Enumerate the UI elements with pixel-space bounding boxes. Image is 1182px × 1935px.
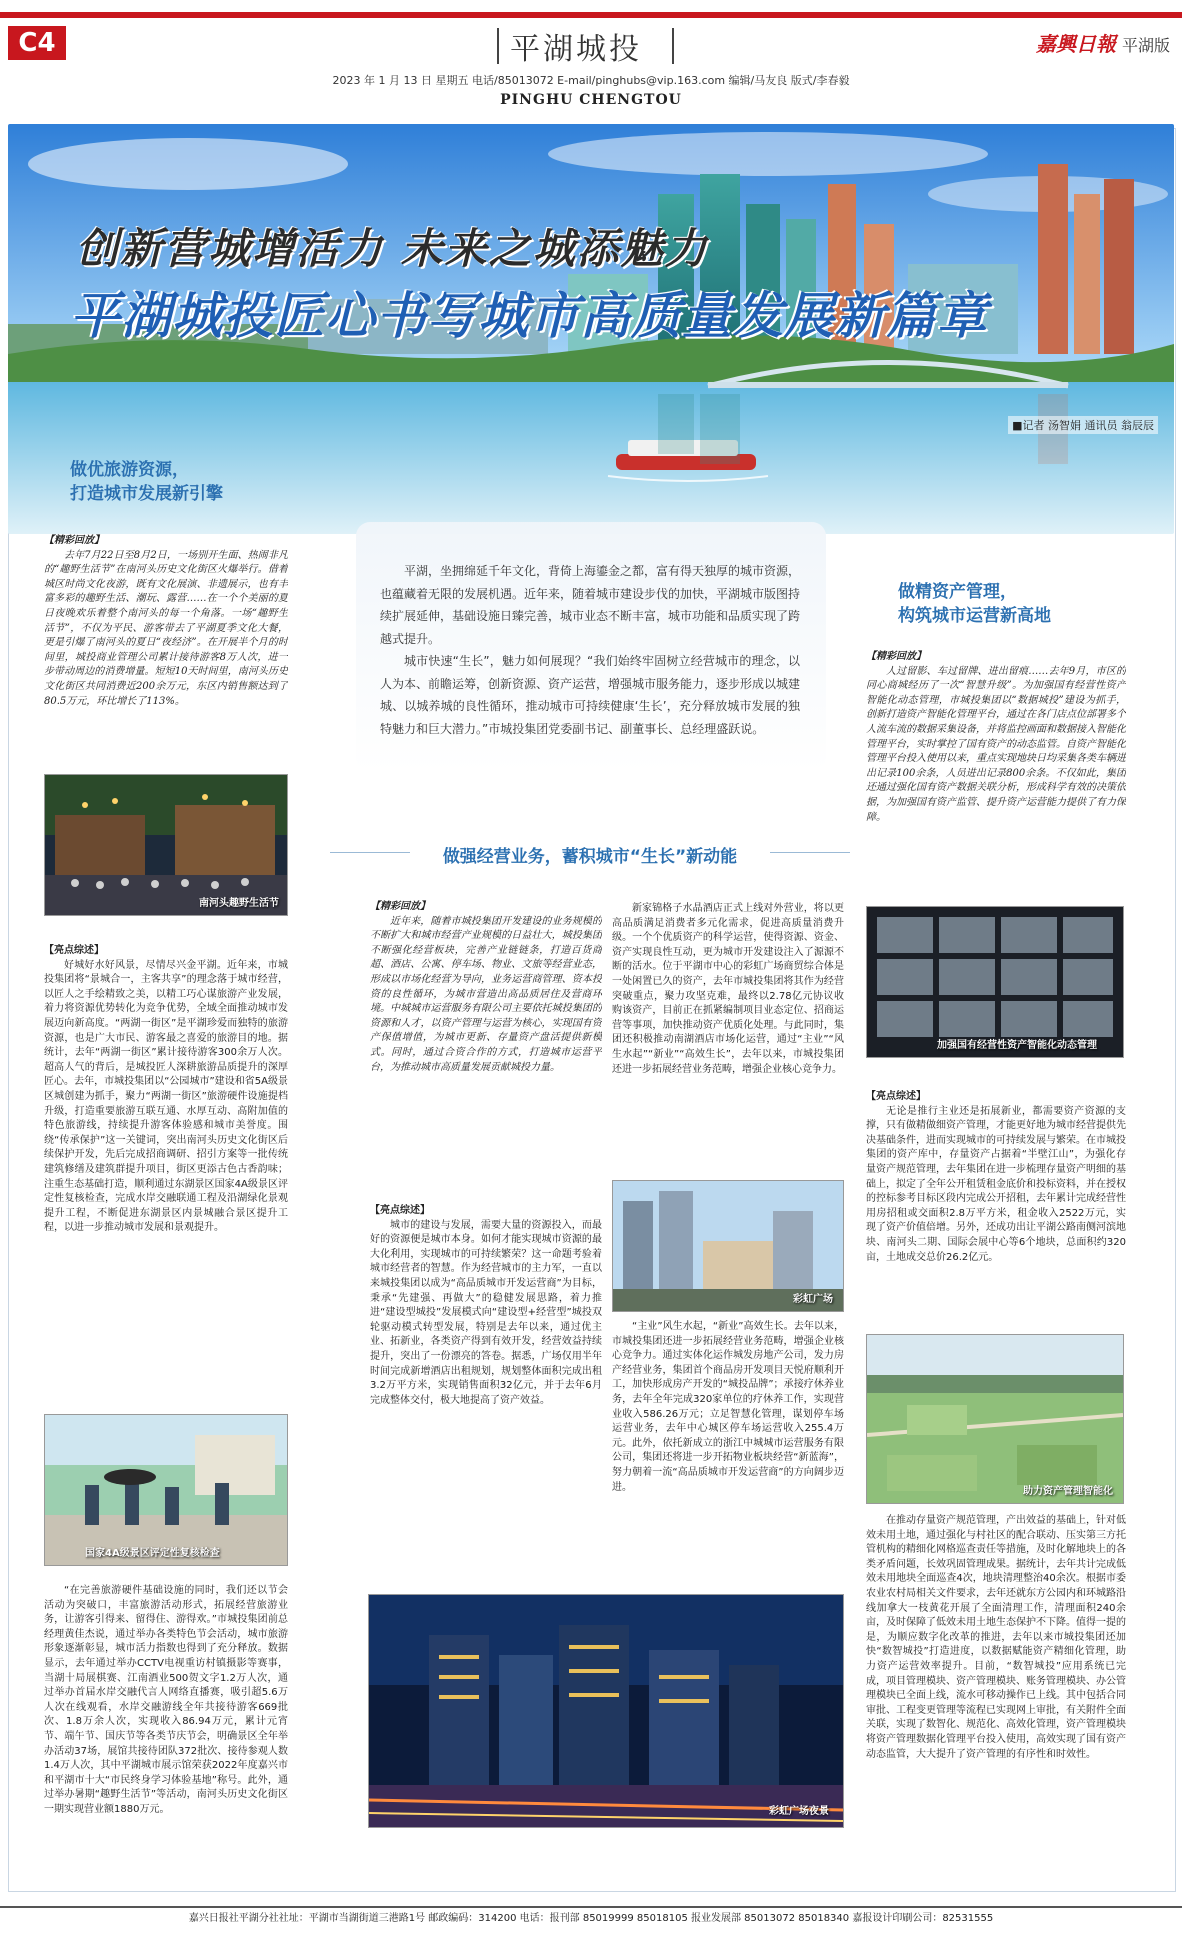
center-recall-block [370, 900, 602, 1178]
bright-tag: 【亮点综述】 [44, 945, 104, 956]
intro-paragraph: 平湖，坐拥绵延千年文化，背倚上海鎏金之都，富有得天独厚的城市资源，也蕴藏着无限的发展机遇。近年来，随着城市建设步伐的加快，平湖城市版图持续扩展延伸，基础设施日臻完善，城市业态不断丰富，城市功能和品质实现了跨越式提升。 [380, 564, 801, 646]
photo-caption: 助力资产管理智能化 [1023, 1486, 1113, 1497]
recall-tag: 【精彩回放】 [370, 901, 430, 912]
left-recall-block [44, 534, 288, 772]
recall-tag: 【精彩回放】 [44, 535, 104, 546]
photo-inspection [44, 1414, 288, 1566]
right-title-line: 做精资产管理， [898, 582, 1017, 602]
divider [497, 28, 499, 64]
brand-name: 嘉興日報 [1035, 32, 1116, 56]
monitoring-wall-photo [867, 907, 1123, 1057]
bright-text: 无论是推行主业还是拓展新业，都需要资产资源的支撑，只有做精做细资产管理，才能更好地为城市经营提供先决基础条件，进而实现城市的可持续发展与繁荣。在市城投集团的资产库中，存量资产占据着“半壁江山”，为强化存量资产规范管理，去年集团在进一步梳理存量资产明细的基础上，拟定了全年公开租赁租金底价和投标资料，并在授权的控标参考目标区段内完成公开招租，去年累计完成经营性用房招租或交面积2.8万平方米，租金收入2522万元，实现了资产价值倍增。另外，还成功出让平湖公路南侧河滨地块、南河头二期、国际会展中心等6个地块，总面积约320亩，土地成交总价26.2亿元。 [866, 1105, 1126, 1263]
photo-festival [44, 774, 288, 916]
left-bottom-text: “在完善旅游硬件基础设施的同时，我们还以节会活动为突破口，丰富旅游活动形式，拓展经营旅游业务，让游客引得来、留得住、游得欢。”市城投集团前总经理黄佳杰说，通过举办各类特色节会活动，城市旅游形象逐渐彰显，城市活力指数也得到了充分释放。数据显示，去年通过举办CCTV电视重访村镇摄影等赛事，当湖十局展棋赛、江南酒业500贺文字1.2万人次，通过举办首届水岸交融代言人网络直播赛，吸引超5.6万人次在线观看，水岸交融游线全年共接待游客669批次、1.8万余人次，实现收入86.94万元，累计元宵节、端午节、国庆节等各类节庆节会，明确景区全年举办活动37场，展馆共接待团队372批次、接待参观人数1.4万人次，其中平湖城市展示馆荣获2022年度嘉兴市和平湖市十大“市民终身学习体验基地”称号。此外，通过举办暑期“趣野生活节”等活动，南河头历史文化街区一期实现营业额1880万元。 [44, 1585, 288, 1815]
recall-text: 去年7月22日至8月2日，一场别开生面、热闹非凡的“趣野生活节”在南河头历史文化街区火爆举行。借着城区时尚文化夜游，既有文化展演、非遗展示，也有丰富多彩的趣野生活、潮玩、露营……在一个个美丽的夏日夜晚欢乐着整个南河头的每一个角落。一场“趣野生活节”，不仅为平民、游客带去了平湖夏季文化大餐，更是引爆了南河头的夏日“夜经济”。在开展半个月的时间里，城投商业管理公司累计接待游客8万人次，进一步带动周边的消费增量。短短10天时间里，南河头历史文化街区共同消费近200余万元，东区内销售额达到了80.5万元，环比增长了113%。 [44, 549, 288, 707]
photo-caption: 加强国有经营性资产智能化动态管理 [937, 1040, 1097, 1051]
center-bottom-block [612, 1320, 844, 1588]
scenic-inspection-photo [45, 1415, 287, 1565]
photo-night-plaza [368, 1594, 844, 1828]
night-city-photo [369, 1595, 843, 1827]
center-right-block [612, 902, 844, 1160]
left-title-line: 做优旅游资源， [70, 460, 189, 480]
headline-main: 平湖城投匠心书写城市高质量发展新篇章 [70, 287, 988, 345]
right-bottom-block [866, 1514, 1126, 1886]
recall-text: 人过留影、车过留牌、进出留痕……去年9月，市区的同心商城经历了一次“智慧升级”。为加强国有经营性资产智能化动态管理，市城投集团以“数据城投”建设为抓手，创新打造资产智能化管理平台，通过在各门店点位部署多个人流车流的数据采集设备，并将监控画面和数据接入智能化管理平台，实时掌控了国有资产的动态监管。自资产智能化管理平台投入使用以来，重点实现地块日均采集各类车辆进出记录100余条，人员进出记录800余条。不仅如此，集团还通过强化国有资产数据关联分析，形成科学有效的决策依据，为加强国有资产监管、提升资产运营能力提供了有力保障。 [866, 665, 1126, 823]
photo-caption: 彩虹广场 [793, 1294, 833, 1305]
right-section-title [898, 580, 1051, 628]
divider [770, 852, 850, 853]
photo-caption: 南河头趣野生活节 [199, 898, 279, 909]
recall-text: 近年来，随着市城投集团开发建设的业务规模的不断扩大和城市经营产业规模的日益壮大，城投集团不断强化经营板块，完善产业链链条，打造百货商超、酒店、公寓、停车场、物业、文旅等经营业态，形成以市场化经营为导向，业务运营商管理、资本投资的良性循环，为城市营造出高品质居住及营商环境。中城城市运营服务有限公司主要依托城投集团的资源和人才，以资产管理与运营为核心，实现国有资产保值增值，为城市更新、存量资产盘活提供新模式。同时，通过合资合作的方式，打造城市运营平台，为推动城市高质量发展贡献城投力量。 [370, 915, 602, 1073]
brand-logo [1036, 28, 1170, 57]
center-bottom-text: “主业”风生水起，“新业”高效生长。去年以来，市城投集团还进一步拓展经营业务范畴，增强企业核心竞争力。通过实体化运作城发房地产公司，发力房产经营业务，集团首个商品房开发项目天悦府顺利开工，加快形成房产开发的“城投品牌”；承接疗休养业务，去年全年完成320家单位的疗休养工作，实现营业收入586.26万元；立足智慧化管理，谋划停车场运营业务，去年中心城区停车场运营收入255.4万元。此外，依托新成立的浙江中城城市运营服务有限公司，集团还将进一步开拓物业板块经营“新蓝海”，努力朝着一流“高品质城市开发运营商”的方向阔步迈进。 [612, 1321, 844, 1493]
masthead-rule [0, 12, 1182, 18]
photo-monitoring [866, 906, 1124, 1058]
masthead [0, 0, 1182, 112]
headline-top: 创新营城增活力 未来之城添魅力 [76, 224, 709, 273]
divider [672, 28, 674, 64]
right-bottom-text: 在推动存量资产规范管理，产出效益的基础上，针对低效未用土地，通过强化与村社区的配合联动、压实第三方托管机构的精细化网格巡查责任等措施，及时化解地块上的各类矛盾问题，长效巩固管理成果。据统计，去年共计完成低效未用地块全面巡查4次，地块清理整治40余次。根据市委农业农村局相关文件要求，去年还就东方公园内和环城路沿线加拿大一枝黄花开展了全面清理工作，清理面积240余亩，及时保障了低效未用土地生态保护不下降。值得一提的是，为顺应数字化改革的推进，去年以来市城投集团还加快“数智城投”打造进度，以数据赋能资产精细化管理，助力资产运营效率提升。目前，“数智城投”应用系统已完成，项目管理模块、资产管理模块、账务管理模块、办公管理模块已全面上线，流水可移动操作已上线。其中包括合同审批、工程变更管理等流程已实现网上审批，有关附件全面关联，实现了数智化、规范化、高效化管理，资产管理模块将资产管理数据化管理平台投入使用，高效实现了国有资产动态监管，大大提升了资产管理的有序性和时效性。 [866, 1515, 1126, 1760]
bright-tag: 【亮点综述】 [866, 1091, 926, 1102]
recall-tag: 【精彩回放】 [866, 651, 926, 662]
center-right-text: 新家锦格子水晶酒店正式上线对外营业，将以更高品质满足消费者多元化需求，促进高质量消费升级。一个个优质资产的科学运营，使得资源、资金、资产实现良性互动，更为城市开发建设注入了源源不断的活水。位于平湖市中心的彩虹广场商贸综合体是一处闲置已久的资产，去年市城投集团将其作为经营突破重点，聚力攻坚克难，最终以2.78亿元协议收购该资产，目前正在抓紧编制项目业态定位、招商运营等事项，加快推动资产优质化处理。与此同时，集团还积极推动南湖酒店市场化运营，通过“主业”“风生水起”“新业”“高效生长”，去年以来，市城投集团还进一步拓展经营业务范畴，增强企业核心竞争力。 [612, 903, 844, 1075]
right-bright-block [866, 1090, 1126, 1330]
left-title-line: 打造城市发展新引擎 [70, 484, 223, 504]
reporter-credits: ■记者 汤智娟 通讯员 翁辰辰 [1008, 416, 1158, 434]
bright-text: 好城好水好风景，尽情尽兴金平湖。近年来，市城投集团将“景城合一，主客共享”的理念落于城市经营，以匠人之手绘精致之美，以精工巧心谋旅游产业发展，着力将资源优势转化为竞争优势，全域全面推动城市发展迈向新高度。“两湖一街区”是平湖珍爱而独特的旅游资源，也是广大市民、游客最之喜爱的旅游目的地。据统计，去年“两湖一街区”累计接待游客300余万人次。超高人气的背后，是城投匠人深耕旅游品质提升的深厚匠心。去年，市城投集团以“公园城市”建设和省5A级景区城创建为抓手，聚力“两湖一街区”旅游硬件设施提档升级，打造重要旅游互联互通、水厚互动、高附加值的特色旅游线，持续提升游客体验感和城市美誉度。围绕“传承保护”这一关键词，突出南河头历史文化街区后续保护开发，先后完成招商调研、招引方案等一批传统建筑修缮及建筑群提升项目，街区更添古色古香韵味；注重生态基础打造，顺利通过东湖景区国家4A级景区评定性复核检查，完成水岸交融联通工程及沿湖绿化景观提升工程，不断促进东湖景区内景城融合景区提升工程，以进一步推动城市发展和景观提升。 [44, 959, 288, 1234]
photo-caption: 国家4A级景区评定性复核检查 [85, 1548, 220, 1559]
center-section-title: 做强经营业务，蓄积城市“生长”新动能 [442, 847, 738, 867]
left-bright-block [44, 944, 288, 1412]
photo-aerial [866, 1334, 1124, 1504]
bright-tag: 【亮点综述】 [370, 1205, 430, 1216]
photo-caption: 彩虹广场夜景 [769, 1806, 829, 1817]
right-title-line: 构筑城市运营新高地 [898, 606, 1051, 626]
aerial-farmland-photo [867, 1335, 1123, 1503]
left-section-title [70, 458, 223, 506]
right-recall-block [866, 650, 1126, 894]
photo-rainbow-plaza [612, 1180, 844, 1312]
bright-text: 城市的建设与发展，需要大量的资源投入，而最好的资源便是城市本身。如何才能实现城市资源的最大化利用，实现城市的可持续繁荣？这一命题考验着城市经营者的智慧。作为经营城市的主力军，一直以来城投集团以成为“高品质城市开发运营商”为目标，秉承“先建强、再做大”的稳健发展思路，着力推进“建设型城投”发展模式向“建设型+经营型”城投双轮驱动模式转型发展，特别是去年以来，通过优主业、拓新业，各类资产得到有效开发，经营效益持续提升，突出了一份漂亮的答卷。据悉，广场仅用半年时间完成新增酒店出租规划，规划整体面积完成出租3.2万平方米，实现销售面积32亿元，并于去年6月完成整体交付，极大地提高了资产效益。 [370, 1219, 602, 1406]
intro-text [380, 560, 800, 740]
section-name: 平湖城投 [510, 32, 642, 67]
brand-edition: 平湖版 [1121, 36, 1170, 55]
dateline: 2023 年 1 月 13 日 星期五 电话/85013072 E-mail/pinghubs@vip.163.com 编辑/马友良 版式/李春毅 [332, 74, 850, 87]
center-bright-block [370, 1204, 602, 1574]
footer: 嘉兴日报社平湖分社社址：平湖市当湖街道三港路1号 邮政编码：314200 电话：报刊部 85019999 85018105 报业发展部 85013072 85018340 嘉报设计印刷公司：82531555 [0, 1906, 1182, 1935]
intro-paragraph: 城市快速“生长”，魅力如何展现？“我们始终牢固树立经营城市的理念，以人为本、前瞻运筹，创新资源、资产运营，增强城市服务能力，逐步形成以城建城、以城养城的良性循环，推动城市可持续健康‘生长’，充分释放城市发展的独特魅力和巨大潜力。”市城投集团党委副书记、副董事长、总经理盛跃说。 [380, 654, 801, 736]
page-number-badge: C4 [8, 26, 66, 60]
section-pinyin: PINGHU CHENGTOU [500, 92, 682, 108]
left-bottom-block [44, 1584, 288, 1874]
